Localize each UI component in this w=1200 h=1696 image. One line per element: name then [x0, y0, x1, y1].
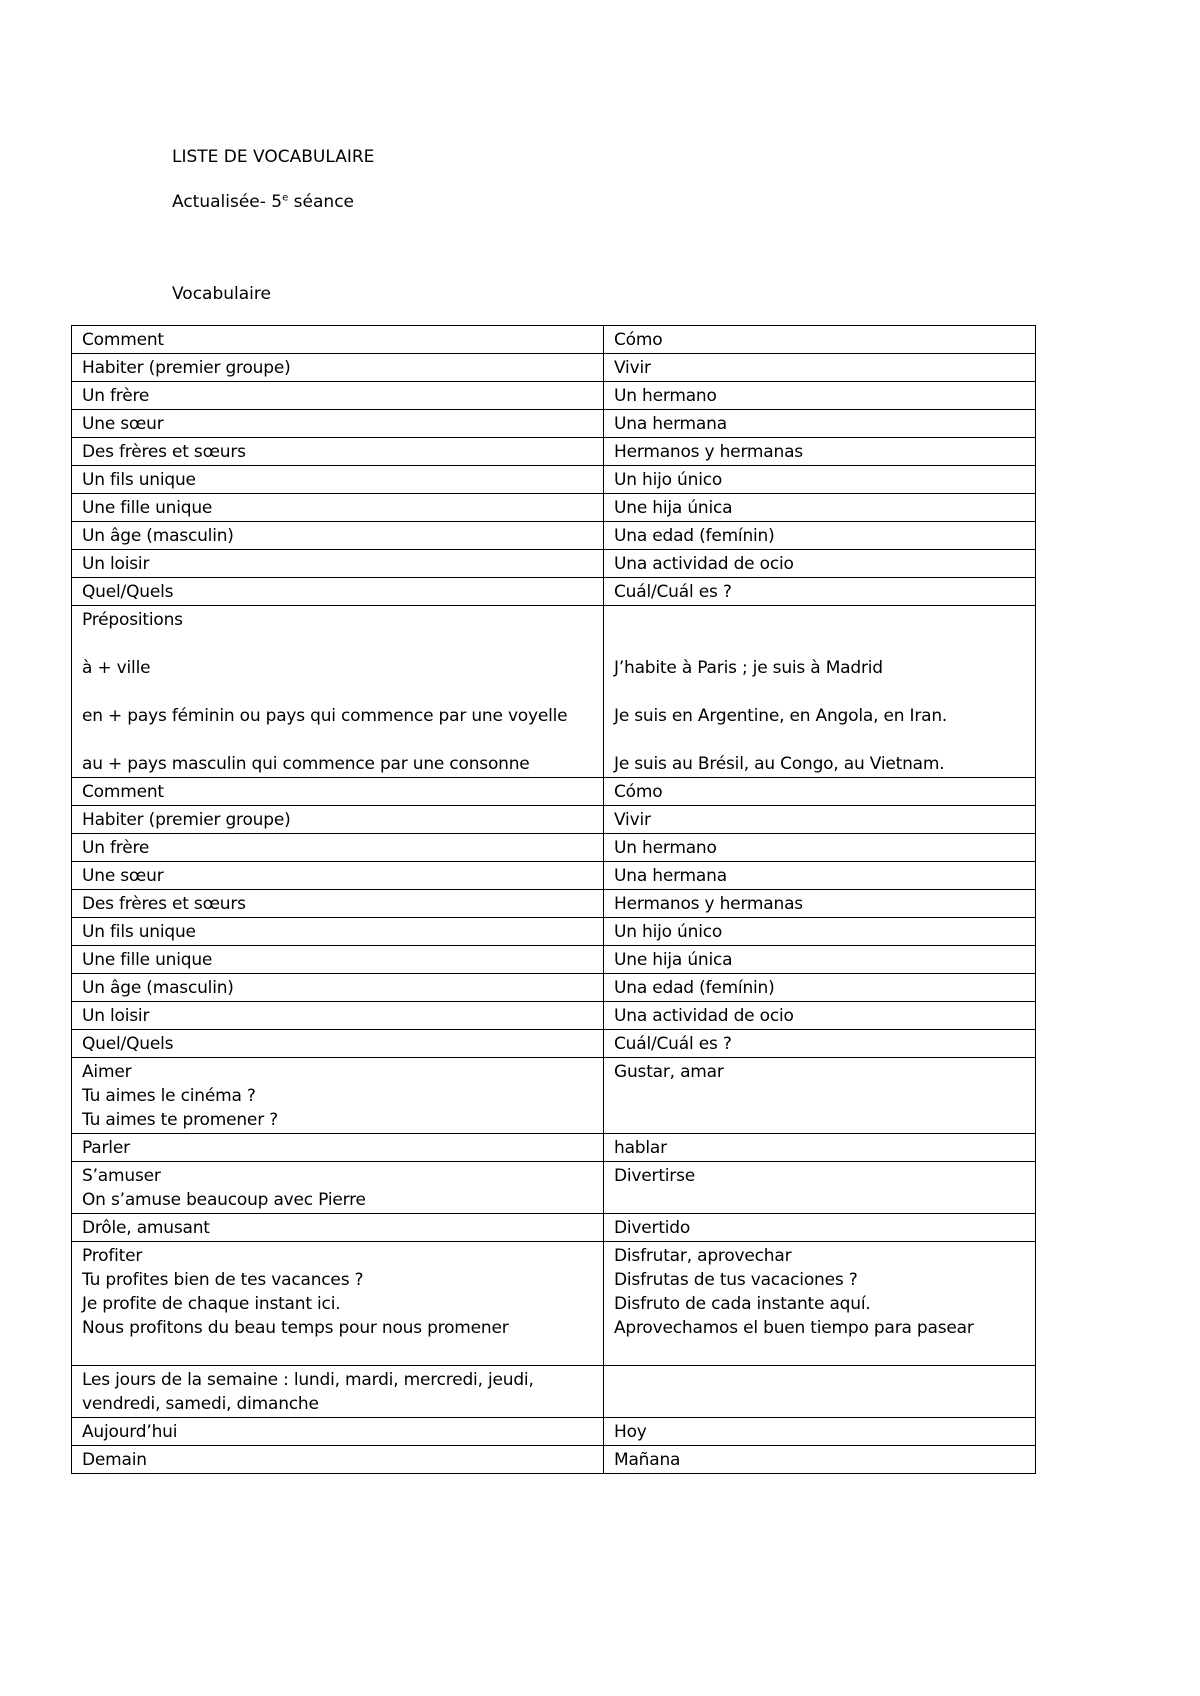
french-cell — [72, 494, 604, 522]
blank-line — [82, 680, 593, 704]
cell-text: Cuál/Cuál es ? — [614, 1034, 732, 1054]
blank-line — [614, 632, 1025, 656]
cell-text: Un âge (masculin) — [82, 526, 234, 546]
subtitle-text: Actualisée- 5 — [172, 192, 283, 212]
table-row — [72, 382, 1036, 410]
table-row — [72, 1366, 1036, 1418]
french-cell — [72, 1214, 604, 1242]
french-cell — [72, 1134, 604, 1162]
spanish-cell — [604, 1418, 1036, 1446]
table-row — [72, 494, 1036, 522]
cell-text: Hermanos y hermanas — [614, 442, 803, 462]
table-row — [72, 606, 1036, 778]
table-row — [72, 550, 1036, 578]
french-cell — [72, 1418, 604, 1446]
table-row — [72, 1058, 1036, 1134]
spanish-cell — [604, 326, 1036, 354]
spanish-cell — [604, 918, 1036, 946]
cell-text: Vivir — [614, 810, 651, 830]
cell-text: Habiter (premier groupe) — [82, 358, 291, 378]
french-cell — [72, 438, 604, 466]
cell-text: Profiter — [82, 1246, 143, 1266]
cell-text: Une hija única — [614, 498, 733, 518]
table-row — [72, 974, 1036, 1002]
cell-text: Quel/Quels — [82, 582, 174, 602]
table-row — [72, 1030, 1036, 1058]
french-cell — [72, 326, 604, 354]
french-cell — [72, 1242, 604, 1366]
table-row — [72, 354, 1036, 382]
cell-text: Parler — [82, 1138, 130, 1158]
spanish-cell — [604, 1214, 1036, 1242]
cell-text: Un hermano — [614, 386, 717, 406]
cell-text: Hermanos y hermanas — [614, 894, 803, 914]
french-cell — [72, 834, 604, 862]
cell-text: Une sœur — [82, 414, 164, 434]
cell-text: Une fille unique — [82, 498, 213, 518]
french-cell — [72, 550, 604, 578]
spanish-cell — [604, 974, 1036, 1002]
table-row — [72, 1418, 1036, 1446]
french-cell — [72, 1366, 604, 1418]
spanish-cell — [604, 1030, 1036, 1058]
cell-text: en + pays féminin ou pays qui commence par une voyelle — [82, 706, 568, 726]
cell-text: Drôle, amusant — [82, 1218, 210, 1238]
cell-text: Una edad (femínin) — [614, 526, 775, 546]
cell-text: Disfrutas de tus vacaciones ? — [614, 1270, 858, 1290]
french-cell — [72, 806, 604, 834]
cell-text: Demain — [82, 1450, 147, 1470]
cell-text: Un loisir — [82, 554, 150, 574]
cell-text: Vivir — [614, 358, 651, 378]
table-row — [72, 410, 1036, 438]
document-subtitle — [172, 192, 354, 212]
cell-text: Un hijo único — [614, 470, 723, 490]
subtitle-superscript: e — [282, 192, 289, 204]
french-cell — [72, 1002, 604, 1030]
spanish-cell — [604, 890, 1036, 918]
cell-text: Les jours de la semaine : lundi, mardi, mercredi, jeudi, vendredi, samedi, dimanche — [82, 1370, 539, 1414]
table-row — [72, 862, 1036, 890]
cell-text: Una actividad de ocio — [614, 1006, 794, 1026]
french-cell — [72, 466, 604, 494]
spanish-cell — [604, 354, 1036, 382]
table-row — [72, 946, 1036, 974]
cell-text: Una hermana — [614, 866, 727, 886]
cell-text: Una hermana — [614, 414, 727, 434]
vocabulary-table-body — [72, 326, 1036, 1474]
cell-text: Comment — [82, 782, 164, 802]
cell-text: Gustar, amar — [614, 1062, 724, 1082]
blank-line — [82, 728, 593, 752]
table-row — [72, 834, 1036, 862]
table-row — [72, 522, 1036, 550]
cell-text: Tu aimes te promener ? — [82, 1110, 279, 1130]
blank-line — [614, 680, 1025, 704]
cell-text: Disfruto de cada instante aquí. — [614, 1294, 871, 1314]
spanish-cell — [604, 606, 1036, 778]
french-cell — [72, 890, 604, 918]
cell-text: Des frères et sœurs — [82, 442, 246, 462]
table-row — [72, 778, 1036, 806]
spanish-cell — [604, 1162, 1036, 1214]
spanish-cell — [604, 550, 1036, 578]
cell-text: Aimer — [82, 1062, 132, 1082]
blank-line — [614, 728, 1025, 752]
french-cell — [72, 606, 604, 778]
blank-line — [614, 608, 1025, 632]
french-cell — [72, 918, 604, 946]
table-row — [72, 578, 1036, 606]
cell-text: Cómo — [614, 330, 663, 350]
spanish-cell — [604, 522, 1036, 550]
cell-text: Aujourd’hui — [82, 1422, 178, 1442]
subtitle-text-end: séance — [288, 192, 354, 212]
french-cell — [72, 410, 604, 438]
french-cell — [72, 1030, 604, 1058]
cell-text: Cuál/Cuál es ? — [614, 582, 732, 602]
cell-text: Aprovechamos el buen tiempo para pasear — [614, 1318, 974, 1338]
table-row — [72, 1446, 1036, 1474]
spanish-cell — [604, 1242, 1036, 1366]
cell-text: Divertirse — [614, 1166, 696, 1186]
french-cell — [72, 382, 604, 410]
cell-text: Tu aimes le cinéma ? — [82, 1086, 256, 1106]
table-row — [72, 438, 1036, 466]
spanish-cell — [604, 1002, 1036, 1030]
cell-text: Une sœur — [82, 866, 164, 886]
blank-line — [82, 1340, 593, 1364]
french-cell — [72, 946, 604, 974]
table-row — [72, 806, 1036, 834]
document-title: LISTE DE VOCABULAIRE — [172, 147, 375, 167]
cell-text: Una actividad de ocio — [614, 554, 794, 574]
table-row — [72, 1134, 1036, 1162]
cell-text: Hoy — [614, 1422, 647, 1442]
spanish-cell — [604, 778, 1036, 806]
table-row — [72, 466, 1036, 494]
table-row — [72, 1002, 1036, 1030]
spanish-cell — [604, 578, 1036, 606]
cell-text: Nous profitons du beau temps pour nous promener — [82, 1318, 509, 1338]
cell-text: Habiter (premier groupe) — [82, 810, 291, 830]
cell-text: On s’amuse beaucoup avec Pierre — [82, 1190, 366, 1210]
cell-text: Un fils unique — [82, 922, 196, 942]
table-row — [72, 326, 1036, 354]
cell-text: Mañana — [614, 1450, 681, 1470]
spanish-cell — [604, 1134, 1036, 1162]
cell-text: Cómo — [614, 782, 663, 802]
french-cell — [72, 578, 604, 606]
cell-text: Comment — [82, 330, 164, 350]
cell-text: Un hermano — [614, 838, 717, 858]
cell-text: S’amuser — [82, 1166, 161, 1186]
spanish-cell — [604, 382, 1036, 410]
french-cell — [72, 974, 604, 1002]
blank-line — [82, 632, 593, 656]
spanish-cell — [604, 1058, 1036, 1134]
spanish-cell — [604, 862, 1036, 890]
cell-text: hablar — [614, 1138, 667, 1158]
cell-text: Un hijo único — [614, 922, 723, 942]
spanish-cell — [604, 466, 1036, 494]
french-cell — [72, 354, 604, 382]
cell-text: au + pays masculin qui commence par une consonne — [82, 754, 530, 774]
table-row — [72, 1242, 1036, 1366]
cell-text: Des frères et sœurs — [82, 894, 246, 914]
cell-text: Tu profites bien de tes vacances ? — [82, 1270, 364, 1290]
cell-text: Un âge (masculin) — [82, 978, 234, 998]
french-cell — [72, 862, 604, 890]
french-cell — [72, 1162, 604, 1214]
spanish-cell — [604, 1446, 1036, 1474]
vocabulary-table — [71, 325, 1036, 1474]
table-row — [72, 918, 1036, 946]
french-cell — [72, 1058, 604, 1134]
blank-line — [614, 1368, 1025, 1392]
cell-text: Je suis au Brésil, au Congo, au Vietnam. — [614, 754, 945, 774]
cell-text: à + ville — [82, 658, 151, 678]
spanish-cell — [604, 806, 1036, 834]
cell-text: Je suis en Argentine, en Angola, en Iran. — [614, 706, 948, 726]
cell-text: Quel/Quels — [82, 1034, 174, 1054]
french-cell — [72, 522, 604, 550]
cell-text: J’habite à Paris ; je suis à Madrid — [614, 658, 883, 678]
spanish-cell — [604, 494, 1036, 522]
cell-text: Une fille unique — [82, 950, 213, 970]
table-row — [72, 890, 1036, 918]
cell-text: Divertido — [614, 1218, 691, 1238]
cell-text: Un loisir — [82, 1006, 150, 1026]
spanish-cell — [604, 834, 1036, 862]
cell-text: Un frère — [82, 838, 150, 858]
cell-text: Un fils unique — [82, 470, 196, 490]
cell-text: Una edad (femínin) — [614, 978, 775, 998]
cell-text: Une hija única — [614, 950, 733, 970]
section-heading: Vocabulaire — [172, 284, 271, 304]
french-cell — [72, 778, 604, 806]
spanish-cell — [604, 1366, 1036, 1418]
cell-text: Disfrutar, aprovechar — [614, 1246, 792, 1266]
table-row — [72, 1214, 1036, 1242]
spanish-cell — [604, 946, 1036, 974]
cell-text: Je profite de chaque instant ici. — [82, 1294, 341, 1314]
cell-text: Un frère — [82, 386, 150, 406]
french-cell — [72, 1446, 604, 1474]
table-row — [72, 1162, 1036, 1214]
cell-text: Prépositions — [82, 610, 183, 630]
spanish-cell — [604, 410, 1036, 438]
spanish-cell — [604, 438, 1036, 466]
